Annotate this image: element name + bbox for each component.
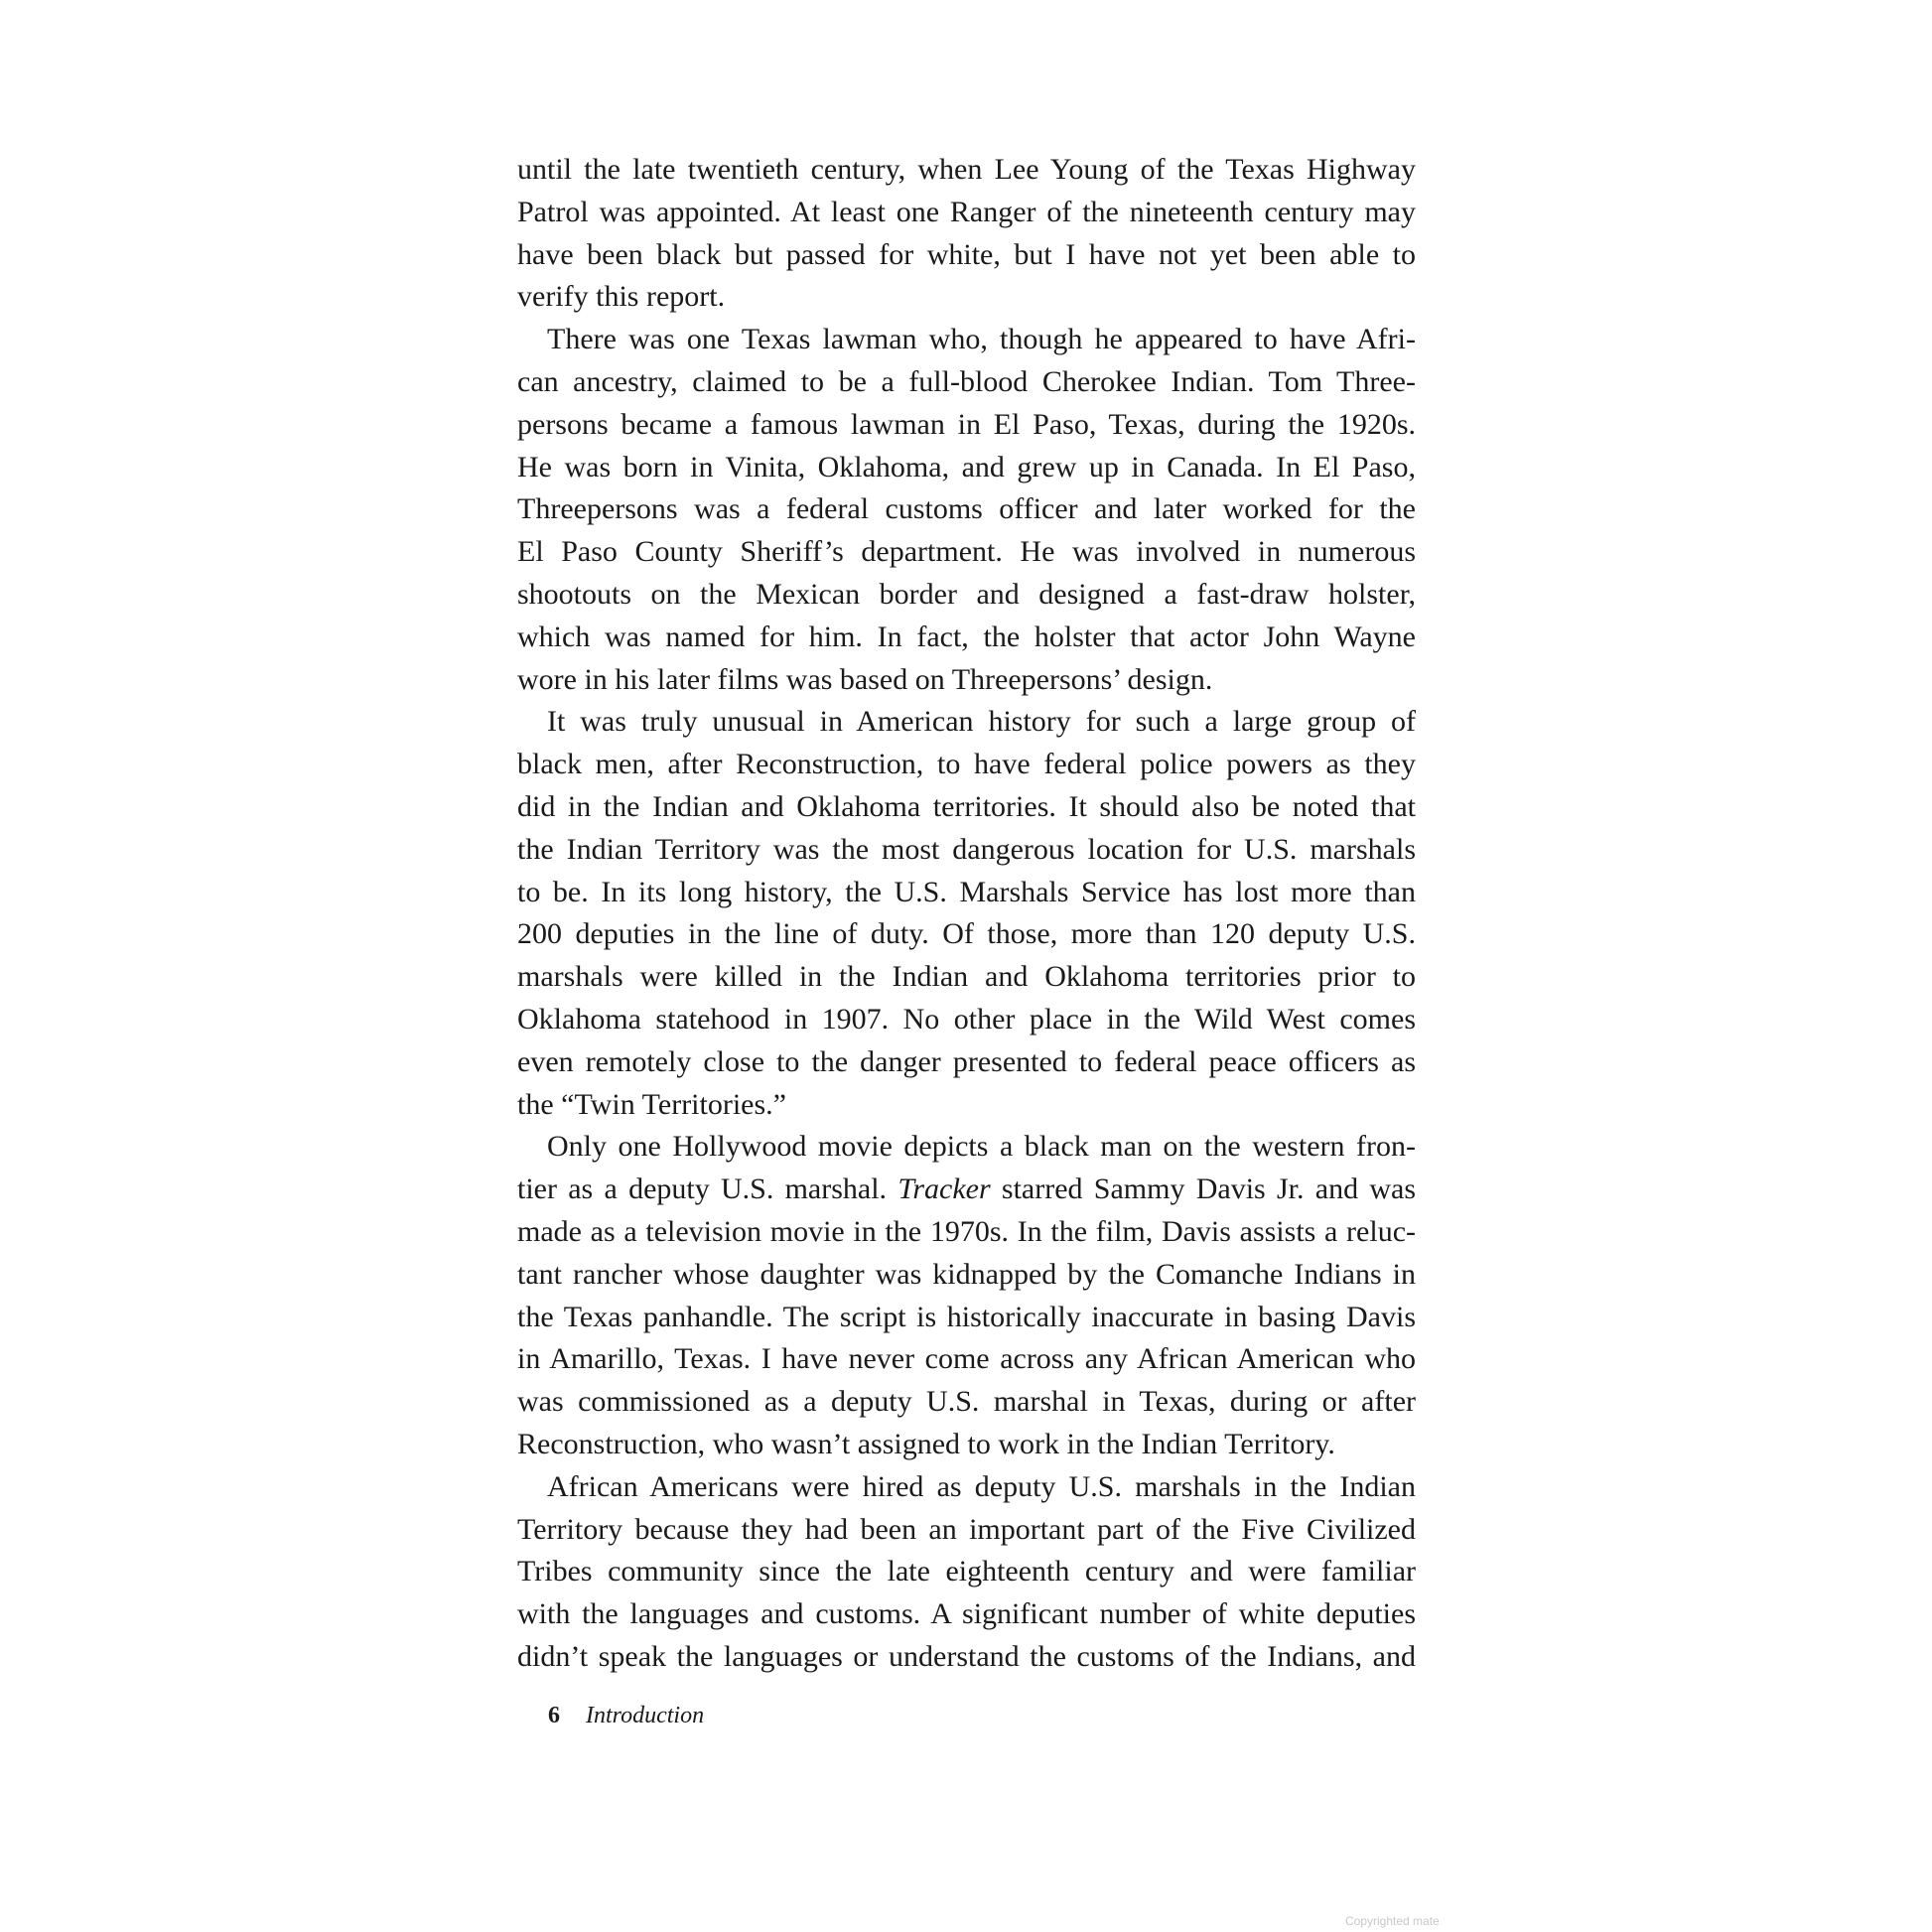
text-line: until the late twentieth century, when Lee Young of the Texas Highway [517,153,1416,186]
paragraph-5 [517,1466,1416,1679]
text-line: shootouts on the Mexican border and designed a fast-draw holster, [517,577,1416,611]
text-line: wore in his later films was based on Threepersons’ design. [517,662,1213,696]
text-line: which was named for him. In fact, the holster that actor John Wayne [517,620,1416,653]
text-line: It was truly unusual in American history for such a large group of [547,705,1416,739]
paragraph-2 [517,319,1416,701]
text-line: the “Twin Territories.” [517,1087,786,1121]
text-line: made as a television movie in the 1970s. In the film, Davis assists a reluc- [517,1214,1416,1248]
text-line: with the languages and customs. A significant number of white deputies [517,1597,1416,1631]
text-segment: tier as a deputy U.S. marshal. [517,1173,898,1206]
text-line: even remotely close to the danger presented to federal peace officers as [517,1044,1416,1078]
text-line: did in the Indian and Oklahoma territories. It should also be noted that [517,789,1416,823]
text-line: the Texas panhandle. The script is historically inaccurate in basing Davis [517,1300,1416,1333]
text-line: 200 deputies in the line of duty. Of those, more than 120 deputy U.S. [517,917,1416,951]
text-line: was commissioned as a deputy U.S. marshal in Texas, during or after [517,1385,1416,1419]
text-line: tant rancher whose daughter was kidnapped by the Comanche Indians in [517,1257,1416,1291]
text-line: persons became a famous lawman in El Paso, Texas, during the 1920s. [517,407,1416,441]
page-number: 6 [548,1703,560,1728]
text-segment: starred Sammy Davis Jr. and was [990,1173,1416,1206]
text-line: Reconstruction, who wasn’t assigned to work in the Indian Territory. [517,1427,1335,1460]
paragraph-3 [517,701,1416,1126]
text-line: marshals were killed in the Indian and Oklahoma territories prior to [517,960,1416,994]
text-line: There was one Texas lawman who, though he appeared to have Afri- [547,323,1416,356]
text-line: have been black but passed for white, but I have not yet been able to [517,237,1416,271]
text-line: didn’t speak the languages or understand the customs of the Indians, and [517,1639,1416,1673]
text-line: He was born in Vinita, Oklahoma, and grew up in Canada. In El Paso, [517,450,1416,483]
text-line: Oklahoma statehood in 1907. No other place in the Wild West comes [517,1002,1416,1035]
text-line: Territory because they had been an important part of the Five Civilized [517,1512,1416,1546]
text-line: African Americans were hired as deputy U.S. marshals in the Indian [547,1469,1416,1503]
paragraph-1 [517,149,1416,319]
text-line: the Indian Territory was the most dangerous location for U.S. marshals [517,832,1416,866]
paragraph-4 [517,1126,1416,1465]
text-line: black men, after Reconstruction, to have federal police powers as they [517,748,1416,781]
text-line: verify this report. [517,280,726,314]
text-line: Threepersons was a federal customs officer and later worked for the [517,492,1416,526]
text-line: Only one Hollywood movie depicts a black man on the western fron- [547,1130,1416,1164]
text-line [517,1169,1416,1211]
text-line: to be. In its long history, the U.S. Marshals Service has lost more than [517,875,1416,908]
text-line: can ancestry, claimed to be a full-blood Cherokee Indian. Tom Three- [517,364,1416,398]
text-line: in Amarillo, Texas. I have never come across any African American who [517,1342,1416,1376]
body-text [517,149,1416,1679]
copyright-watermark: Copyrighted mate [1345,1914,1440,1928]
text-line: El Paso County Sheriff’s department. He was involved in numerous [517,535,1416,569]
film-title: Tracker [897,1173,991,1206]
text-line: Tribes community since the late eighteenth century and were familiar [517,1555,1416,1588]
page-footer [548,1703,704,1729]
text-line: Patrol was appointed. At least one Ranger of the nineteenth century may [517,195,1416,228]
running-head: Introduction [586,1703,705,1728]
